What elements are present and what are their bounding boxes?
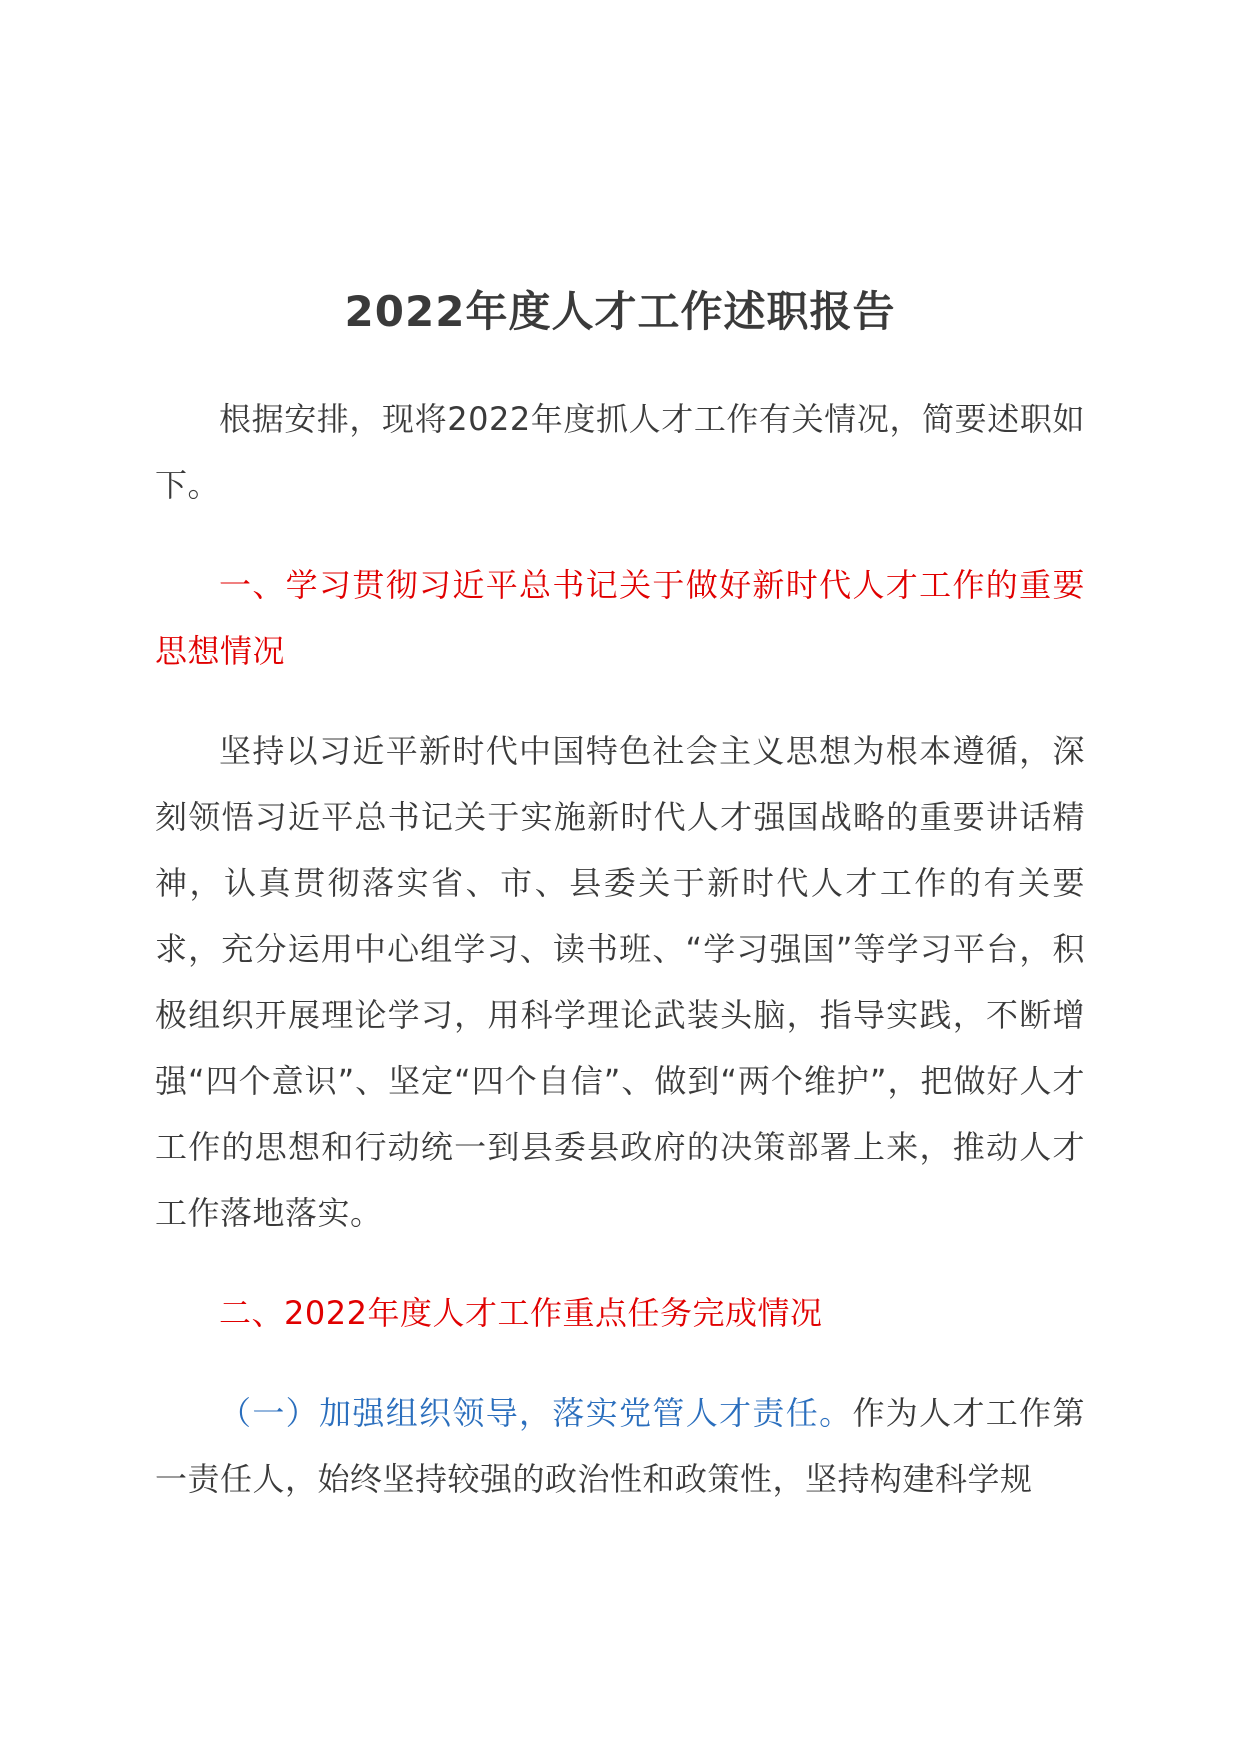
section-2-item-1 — [155, 1380, 1085, 1512]
section-1-heading: 一、学习贯彻习近平总书记关于做好新时代人才工作的重要思想情况 — [155, 566, 1085, 670]
document-title: 2022年度人才工作述职报告 — [344, 287, 896, 336]
section-1-body: 坚持以习近平新时代中国特色社会主义思想为根本遵循，深刻领悟习近平总书记关于实施新时代人才强国战略的重要讲话精神，认真贯彻落实省、市、县委关于新时代人才工作的有关要求，充分运用中心组学习、读书班、“学习强国”等学习平台，积极组织开展理论学习，用科学理论武装头脑，指导实践，不断增强“四个意识”、坚定“四个自信”、做到“两个维护”，把做好人才工作的思想和行动统一到县委县政府的决策部署上来，推动人才工作落地落实。 — [155, 732, 1085, 1232]
section-2-item-1-body: 作为人才工作第一责任人，始终坚持较强的政治性和政策性，坚持构建科学规 — [155, 1394, 1085, 1498]
document-page — [155, 280, 1085, 1546]
section-2-item-1-lead: （一）加强组织领导，落实党管人才责任。 — [219, 1394, 853, 1432]
intro-paragraph: 根据安排，现将2022年度抓人才工作有关情况，简要述职如下。 — [155, 400, 1085, 504]
section-2-heading: 二、2022年度人才工作重点任务完成情况 — [219, 1294, 823, 1332]
